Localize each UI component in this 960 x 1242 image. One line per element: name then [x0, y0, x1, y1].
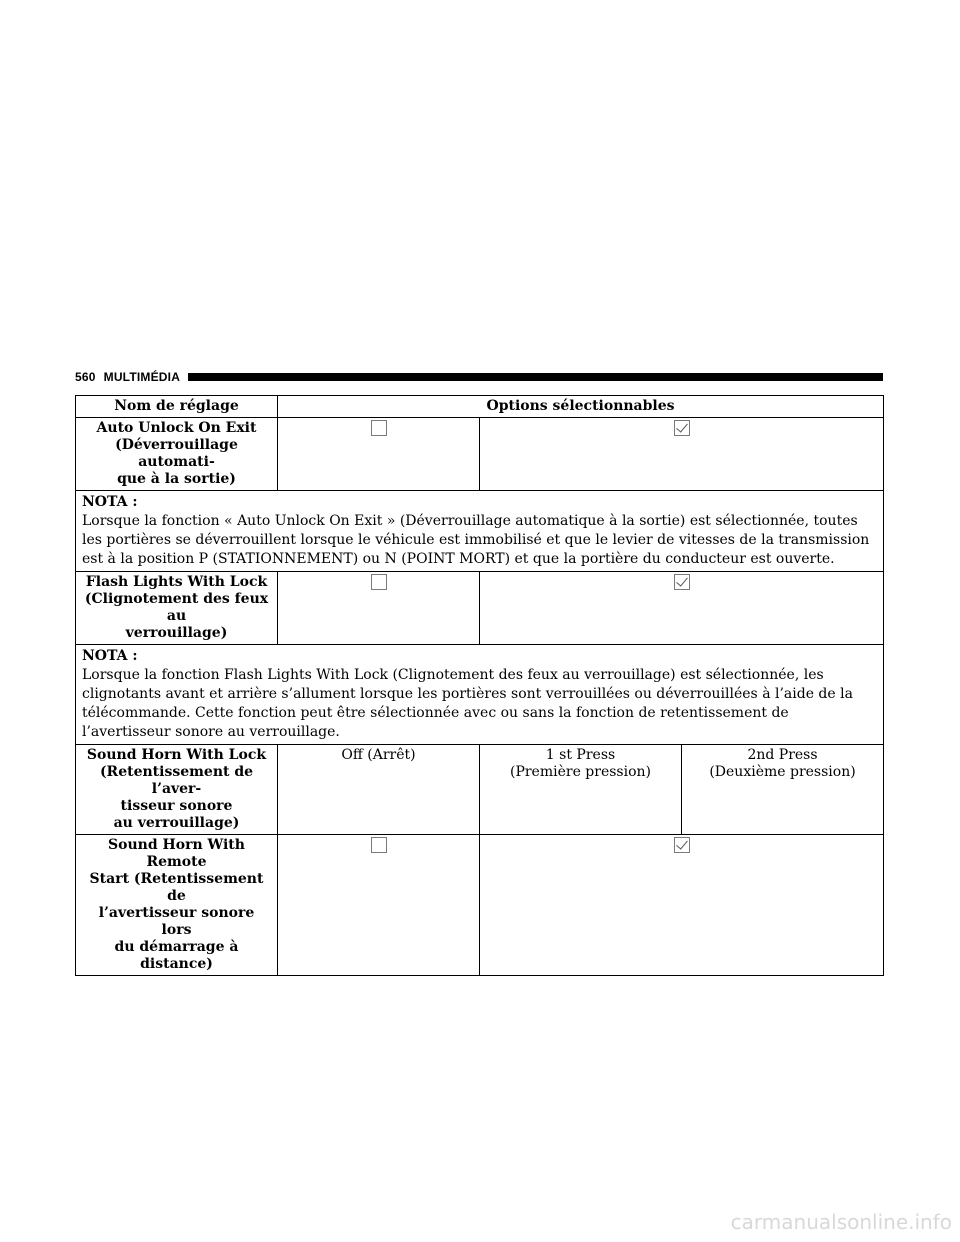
- table-row: [76, 418, 884, 491]
- option-cell: [480, 418, 884, 491]
- note-row: [76, 491, 884, 572]
- name-line: Sound Horn With Remote: [108, 837, 245, 870]
- name-line: au verrouillage): [113, 815, 240, 831]
- name-line: (Déverrouillage automati-: [115, 437, 238, 470]
- option-sublabel: (Première pression): [509, 764, 652, 780]
- option-cell: [480, 572, 884, 645]
- note-title: NOTA :: [82, 494, 138, 510]
- option-first-press[interactable]: [480, 745, 682, 835]
- header-rule: [188, 373, 883, 381]
- settings-table: [75, 395, 884, 976]
- section-title: MULTIMÉDIA: [103, 370, 181, 384]
- name-line: Sound Horn With Lock: [86, 747, 267, 763]
- name-line: Flash Lights With Lock: [85, 574, 268, 590]
- header-setting-name: Nom de réglage: [76, 396, 278, 418]
- name-line: Auto Unlock On Exit: [96, 420, 257, 436]
- table-row: [76, 835, 884, 976]
- checked-checkbox-icon[interactable]: [674, 837, 690, 853]
- note-auto-unlock: [76, 491, 884, 572]
- option-cell: [278, 572, 480, 645]
- setting-name-sound-horn-lock: [76, 745, 278, 835]
- table-row: [76, 745, 884, 835]
- option-label: 2nd Press: [747, 747, 818, 763]
- option-cell: [278, 835, 480, 976]
- setting-name-sound-horn-remote: [76, 835, 278, 976]
- name-line: verrouillage): [125, 625, 228, 641]
- note-text: Lorsque la fonction « Auto Unlock On Exit » (Déverrouillage automatique à la sortie) est sélectionnée, toutes les portières se déverrouillent lorsque le véhicule est immobilisé et que le levier de vitesses de la transmission est à la position P (STATIONNEMENT) ou N (POINT MORT) et que la portière du conducteur est ouverte.: [82, 513, 870, 567]
- unchecked-checkbox-icon[interactable]: [371, 574, 387, 590]
- name-line: du démarrage à distance): [114, 939, 239, 972]
- page-header: [75, 369, 883, 385]
- name-line: Start (Retentissement de: [89, 871, 264, 904]
- option-sublabel: (Deuxième pression): [709, 764, 856, 780]
- name-line: l’avertisseur sonore lors: [98, 905, 255, 938]
- option-second-press[interactable]: [682, 745, 884, 835]
- option-cell: [278, 418, 480, 491]
- note-flash-lights: [76, 645, 884, 745]
- name-line: tisseur sonore: [120, 798, 233, 814]
- option-label: 1 st Press: [545, 747, 616, 763]
- name-line: (Retentissement de l’aver-: [99, 764, 254, 797]
- name-line: (Clignotement des feux au: [84, 591, 269, 624]
- page-number: 560: [75, 370, 96, 384]
- checked-checkbox-icon[interactable]: [674, 420, 690, 436]
- unchecked-checkbox-icon[interactable]: [371, 420, 387, 436]
- table-header-row: [76, 396, 884, 418]
- unchecked-checkbox-icon[interactable]: [371, 837, 387, 853]
- setting-name-flash-lights: [76, 572, 278, 645]
- setting-name-auto-unlock: [76, 418, 278, 491]
- note-title: NOTA :: [82, 648, 138, 664]
- option-off[interactable]: [278, 745, 480, 835]
- name-line: que à la sortie): [117, 471, 236, 487]
- table-row: [76, 572, 884, 645]
- watermark: carmanualsonline.info: [730, 1210, 952, 1234]
- option-cell: [480, 835, 884, 976]
- option-label: Off (Arrêt): [341, 747, 416, 763]
- header-options: Options sélectionnables: [278, 396, 884, 418]
- checked-checkbox-icon[interactable]: [674, 574, 690, 590]
- note-text: Lorsque la fonction Flash Lights With Lock (Clignotement des feux au verrouillage) est sélectionnée, les clignotants avant et arrière s’allument lorsque les portières sont verrouillées ou déverrouillées à l’aide de la télécommande. Cette fonction peut être sélectionnée avec ou sans la fonction de retentissement de l’avertisseur sonore au verrouillage.: [82, 667, 853, 740]
- note-row: [76, 645, 884, 745]
